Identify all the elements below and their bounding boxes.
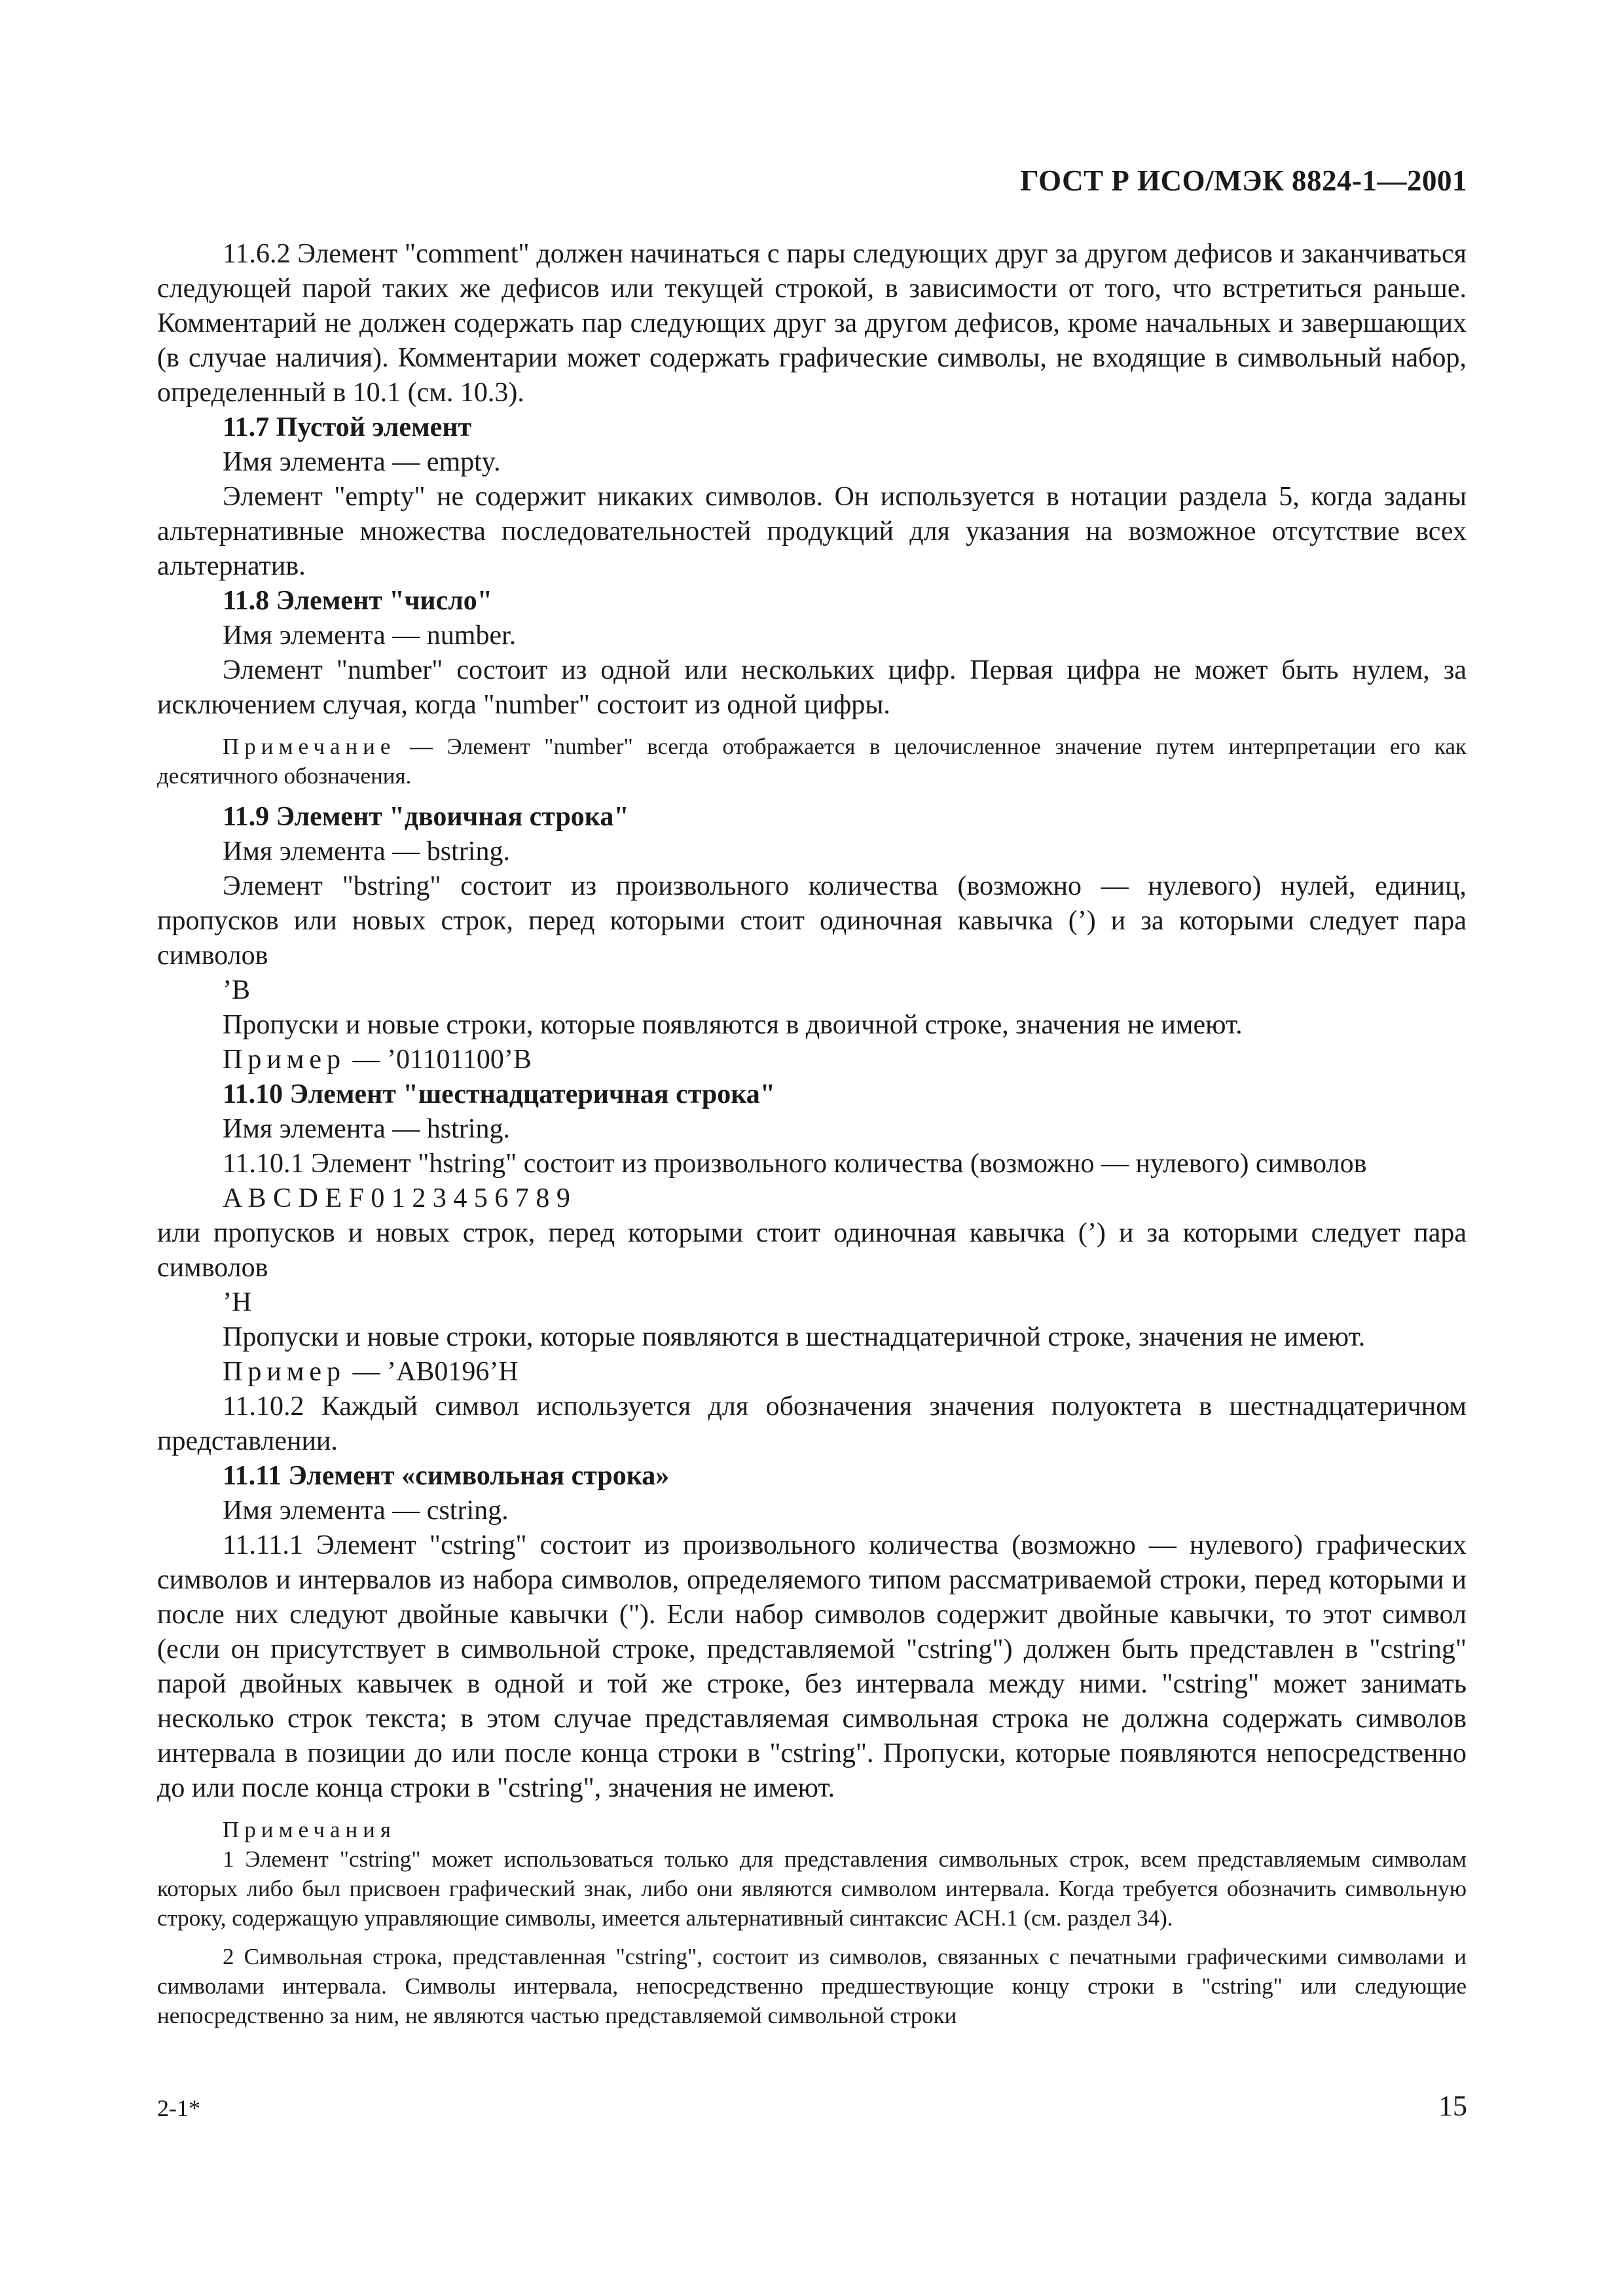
element-name-hstring: Имя элемента — hstring. (223, 1114, 510, 1144)
paragraph-11-8: Элемент "number" состоит из одной или нескольких цифр. Первая цифра не может быть нулем, за исключением случая, когда "number" состоит из одной цифры. (157, 655, 1467, 720)
hstring-suffix: ’H (223, 1287, 252, 1318)
paragraph-11-9-spaces: Пропуски и новые строки, которые появляются в двоичной строке, значения не имеют. (223, 1010, 1243, 1040)
paragraph-11-10-1-cont: или пропусков и новых строк, перед которыми стоит одиночная кавычка (’) и за которыми следует пара символов (157, 1218, 1467, 1283)
example-text: — ’01101100’B (352, 1045, 532, 1075)
note-1: 1 Элемент "cstring" может использоваться только для представления символьных строк, всем представляемым символам которых либо был присвоен графический знак, либо они являются символом интервала. Когда требуется обозначить символьную строку, содержащую управляющие символы, имеется альтернативный синтаксис АСН.1 (см. раздел 34). (157, 1846, 1467, 1931)
notes-label: Примечания (223, 1817, 397, 1842)
sheet-mark: 2-1* (157, 2095, 200, 2121)
element-name-empty: Имя элемента — empty. (223, 447, 501, 477)
hex-digits: A B C D E F 0 1 2 3 4 5 6 7 8 9 (223, 1183, 570, 1213)
section-heading-11-11: 11.11 Элемент «символьная строка» (223, 1461, 670, 1491)
paragraph-11-11-1: 11.11.1 Элемент "cstring" состоит из произвольного количества (возможно — нулевого) графических символов и интервалов из набора символов, определяемого типом рассматриваемой строки, перед которыми и после них следуют двойные кавычки ("). Если набор символов содержит двойные кавычки, то этот символ (если он присутствует в символьной строке, представляемой "cstring") должен быть представлен в "cstring" парой двойных кавычек в одной и той же строке, без интервала между ними. "cstring" может занимать несколько строк текста; в этом случае представляемая символьная строка не должна содержать символов интервала в позиции до или после конца строки в "cstring". Пропуски, которые появляются непосредственно до или после конца строки в "cstring", значения не имеют. (157, 1530, 1467, 1803)
note-2: 2 Символьная строка, представленная "cstring", состоит из символов, связанных с печатными графическими символами и символами интервала. Символы интервала, непосредственно предшествующие концу строки в "cstring" или следующие непосредственно за ним, не являются частью представляемой символьной строки (157, 1944, 1467, 2028)
bstring-suffix: ’B (223, 975, 250, 1005)
paragraph-11-10-1: 11.10.1 Элемент "hstring" состоит из произвольного количества (возможно — нулевого) символов (223, 1149, 1367, 1179)
paragraph-11-9: Элемент "bstring" состоит из произвольного количества (возможно — нулевого) нулей, единиц, пропусков или новых строк, перед которыми стоит одиночная кавычка (’) и за которыми следует пара символов (157, 871, 1467, 971)
main-text (157, 237, 1467, 2030)
paragraph-11-6-2: 11.6.2 Элемент "comment" должен начинаться с пары следующих друг за другом дефисов и заканчиваться следующей парой таких же дефисов или текущей строкой, в зависимости от того, что встретиться раньше. Комментарий не должен содержать пар следующих друг за другом дефисов, кроме начальных и завершающих (в случае наличия). Комментарии может содержать графические символы, не входящие в символьный набор, определенный в 10.1 (см. 10.3). (157, 239, 1467, 408)
section-heading-11-7: 11.7 Пустой элемент (223, 412, 472, 442)
section-heading-11-10: 11.10 Элемент "шестнадцатеричная строка" (223, 1079, 776, 1109)
example-label: Пример (223, 1045, 346, 1075)
section-heading-11-8: 11.8 Элемент "число" (223, 586, 493, 616)
note-text: — Элемент "number" всегда отображается в целочисленное значение путем интерпретации его как десятичного обозначения. (157, 734, 1467, 789)
paragraph-11-10-2: 11.10.2 Каждый символ используется для обозначения значения полуоктета в шестнадцатеричном представлении. (157, 1391, 1467, 1456)
paragraph-11-7: Элемент "empty" не содержит никаких символов. Он используется в нотации раздела 5, когда заданы альтернативные множества последовательностей продукций для указания на возможное отсутствие всех альтернатив. (157, 482, 1467, 581)
example-text: — ’AB0196’H (352, 1357, 519, 1387)
note-label: Примечание (223, 734, 396, 759)
example-11-10 (157, 1355, 1467, 1390)
note-11-8 (157, 732, 1467, 791)
element-name-bstring: Имя элемента — bstring. (223, 836, 510, 867)
page-number: 15 (1438, 2090, 1467, 2122)
element-name-number: Имя элемента — number. (223, 620, 517, 651)
example-label: Пример (223, 1357, 346, 1387)
paragraph-11-10-spaces: Пропуски и новые строки, которые появляются в шестнадцатеричной строке, значения не имеют. (223, 1322, 1366, 1352)
standard-header: ГОСТ Р ИСО/МЭК 8824-1—2001 (1020, 164, 1467, 197)
element-name-cstring: Имя элемента — cstring. (223, 1496, 509, 1526)
section-heading-11-9: 11.9 Элемент "двоичная строка" (223, 802, 629, 832)
example-11-9 (157, 1043, 1467, 1077)
